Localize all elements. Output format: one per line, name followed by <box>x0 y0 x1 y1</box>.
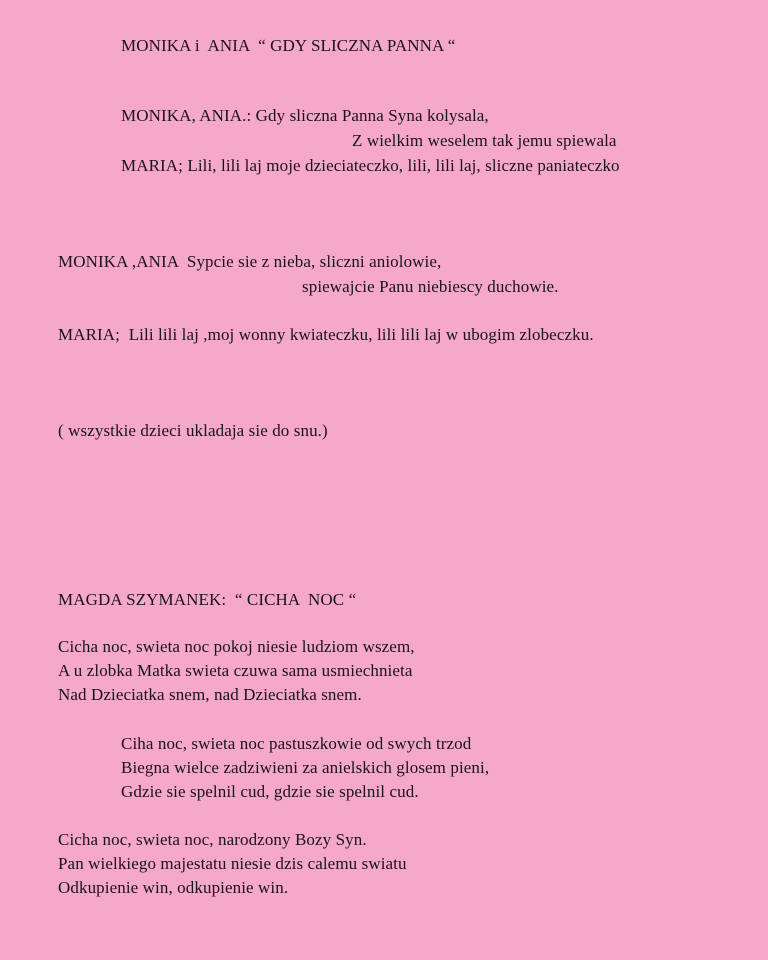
verse1-line3: MARIA; Lili, lili laj moje dzieciateczko, lili, lili laj, sliczne paniateczko <box>121 156 620 175</box>
scene2-title: MAGDA SZYMANEK: “ CICHA NOC “ <box>58 590 357 609</box>
stage-direction: ( wszystkie dzieci ukladaja sie do snu.) <box>58 421 328 440</box>
verse2-line2: spiewajcie Panu niebiescy duchowie. <box>302 277 559 296</box>
verse2-line1: MONIKA ,ANIA Sypcie sie z nieba, sliczni aniolowie, <box>58 252 442 271</box>
stanza1-line2: A u zlobka Matka swieta czuwa sama usmiechnieta <box>58 661 413 680</box>
verse1-line1: MONIKA, ANIA.: Gdy sliczna Panna Syna kolysala, <box>121 106 489 125</box>
scene1-title: MONIKA i ANIA “ GDY SLICZNA PANNA “ <box>121 36 456 55</box>
verse1-line2: Z wielkim weselem tak jemu spiewala <box>352 131 617 150</box>
stanza3-line1: Cicha noc, swieta noc, narodzony Bozy Syn. <box>58 830 367 849</box>
stanza2-line2: Biegna wielce zadziwieni za anielskich glosem pieni, <box>121 758 490 777</box>
verse2-line3: MARIA; Lili lili laj ,moj wonny kwiateczku, lili lili laj w ubogim zlobeczku. <box>58 325 594 344</box>
stanza2-line3: Gdzie sie spelnil cud, gdzie sie spelnil cud. <box>121 782 419 801</box>
stanza1-line3: Nad Dzieciatka snem, nad Dzieciatka snem. <box>58 685 362 704</box>
stanza3-line2: Pan wielkiego majestatu niesie dzis calemu swiatu <box>58 854 407 873</box>
stanza1-line1: Cicha noc, swieta noc pokoj niesie ludziom wszem, <box>58 637 415 656</box>
stanza3-line3: Odkupienie win, odkupienie win. <box>58 878 289 897</box>
stanza2-line1: Ciha noc, swieta noc pastuszkowie od swych trzod <box>121 734 472 753</box>
